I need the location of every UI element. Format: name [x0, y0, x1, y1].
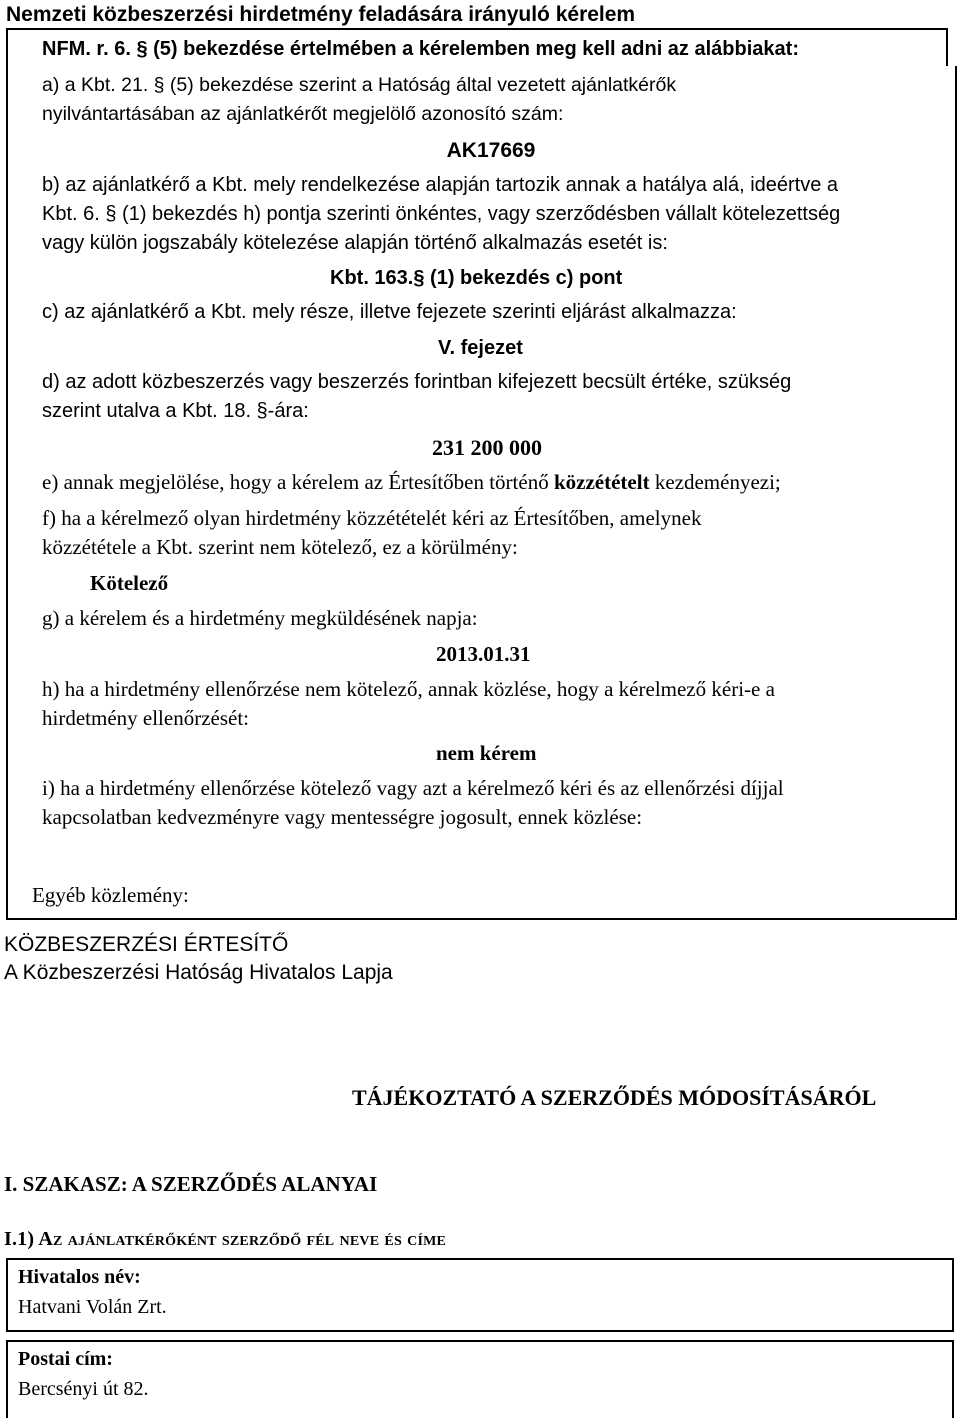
item-f-value: Kötelező — [90, 571, 169, 595]
official-name-label: Hivatalos név: — [18, 1266, 141, 1288]
journal-title: KÖZBESZERZÉSI ÉRTESÍTŐ — [4, 933, 289, 956]
item-a-value: AK17669 — [446, 139, 536, 162]
item-b-text-2: Kbt. 6. § (1) bekezdés h) pontja szerinti önkéntes, vagy szerződésben vállalt kötelezettség — [42, 203, 841, 225]
item-h-value: nem kérem — [436, 741, 537, 765]
item-d-text-2: szerint utalva a Kbt. 18. §-ára: — [42, 400, 309, 422]
item-f-text-2: közzététele a Kbt. szerint nem kötelező, ez a körülmény: — [42, 535, 518, 559]
official-name-box — [6, 1258, 954, 1332]
item-c-text-1: c) az ajánlatkérő a Kbt. mely része, illetve fejezete szerinti eljárást alkalmazza: — [42, 301, 737, 323]
item-d-value: 231 200 000 — [432, 435, 542, 460]
section-1-heading: I. SZAKASZ: A SZERZŐDÉS ALANYAI — [4, 1172, 378, 1196]
other-announcement-label: Egyéb közlemény: — [32, 883, 189, 907]
item-g-text-1: g) a kérelem és a hirdetmény megküldésének napja: — [42, 606, 478, 630]
postal-address-box — [6, 1340, 954, 1418]
document-title: Nemzeti közbeszerzési hirdetmény feladására irányuló kérelem — [6, 3, 636, 26]
item-b-text-3: vagy külön jogszabály kötelezése alapján történő alkalmazás esetét is: — [42, 232, 668, 254]
item-b-value: Kbt. 163.§ (1) bekezdés c) pont — [330, 267, 623, 289]
item-e-text-post: kezdeményezi; — [649, 470, 781, 494]
section-1-1-heading: I.1) Az ajánlatkérőként szerződő fél neve és címe — [4, 1228, 447, 1250]
item-h-text-1: h) ha a hirdetmény ellenőrzése nem kötelező, annak közlése, hogy a kérelmező kéri-e a — [42, 677, 775, 701]
item-i-text-2: kapcsolatban kedvezményre vagy mentességre jogosult, ennek közlése: — [42, 805, 643, 829]
item-f-text-1: f) ha a kérelmező olyan hirdetmény közzétételét kéri az Értesítőben, amelynek — [42, 506, 702, 530]
item-a-text-1: a) a Kbt. 21. § (5) bekezdése szerint a Hatóság által vezetett ajánlatkérők — [42, 74, 677, 96]
item-e-text — [42, 470, 781, 495]
item-e-text-pre: e) annak megjelölése, hogy a kérelem az Értesítőben történő — [42, 470, 554, 494]
item-i-text-1: i) ha a hirdetmény ellenőrzése kötelező vagy azt a kérelmező kéri és az ellenőrzési díjjal — [42, 776, 784, 800]
request-box-right-border-upper — [946, 28, 948, 66]
item-a-text-2: nyilvántartásában az ajánlatkérőt megjelölő azonosító szám: — [42, 103, 564, 125]
request-box-top-border — [6, 28, 948, 30]
item-e-text-bold: közzétételt — [553, 470, 650, 494]
item-g-value: 2013.01.31 — [436, 642, 531, 666]
postal-address-label: Postai cím: — [18, 1348, 113, 1370]
official-name-value: Hatvani Volán Zrt. — [18, 1296, 167, 1318]
journal-subtitle: A Közbeszerzési Hatóság Hivatalos Lapja — [4, 961, 393, 984]
item-h-text-2: hirdetmény ellenőrzését: — [42, 706, 249, 730]
item-d-text-1: d) az adott közbeszerzés vagy beszerzés forintban kifejezett becsült értéke, szükség — [42, 371, 792, 393]
request-intro: NFM. r. 6. § (5) bekezdése értelmében a kérelemben meg kell adni az alábbiakat: — [42, 38, 799, 60]
item-c-value: V. fejezet — [438, 337, 523, 359]
request-box-right-border-lower — [955, 66, 957, 920]
item-b-text-1: b) az ajánlatkérő a Kbt. mely rendelkezése alapján tartozik annak a hatálya alá, ideértve a — [42, 174, 839, 196]
notice-title: TÁJÉKOZTATÓ A SZERZŐDÉS MÓDOSÍTÁSÁRÓL — [352, 1085, 877, 1110]
postal-address-value: Bercsényi út 82. — [18, 1378, 149, 1400]
request-box-bottom-border — [6, 918, 957, 920]
